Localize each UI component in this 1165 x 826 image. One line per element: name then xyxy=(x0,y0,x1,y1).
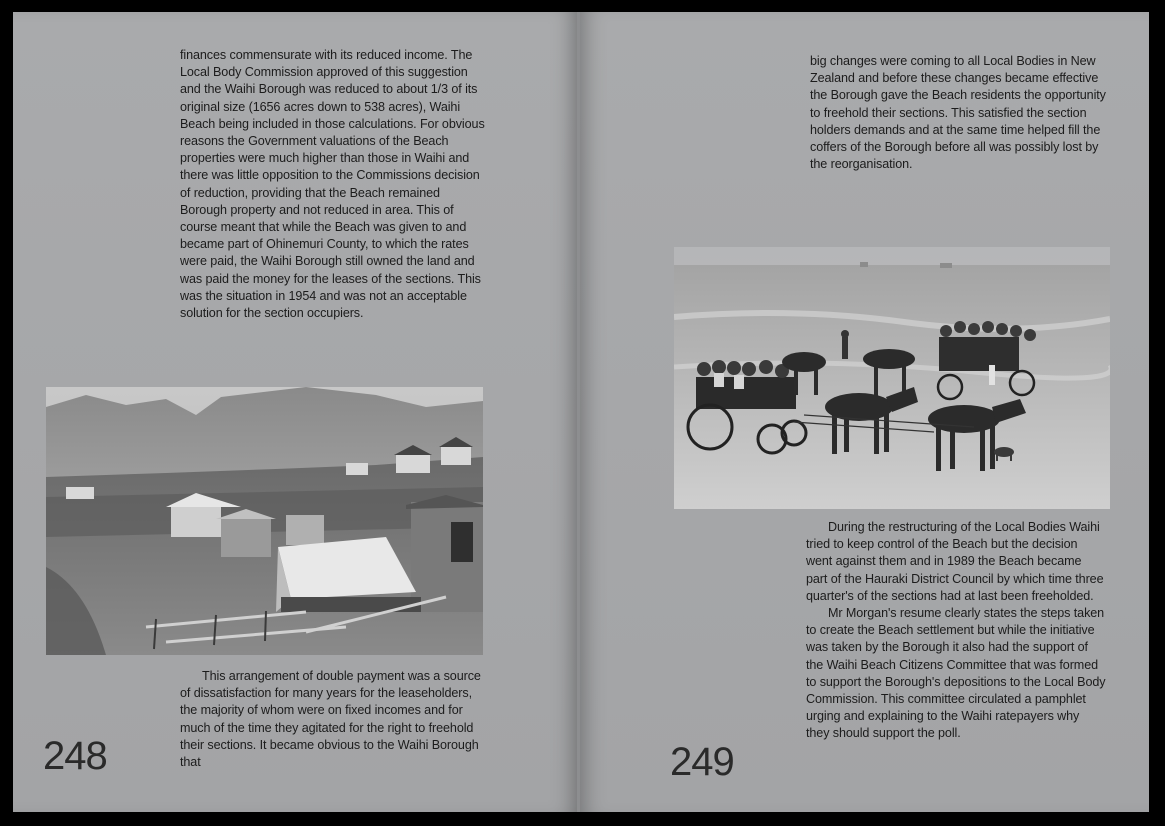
left-page-number: 248 xyxy=(43,734,107,778)
horse-carriages-beach-photo xyxy=(674,247,1110,509)
right-page xyxy=(580,12,1149,812)
left-paragraph-1-text: finances commensurate with its reduced income. The Local Body Commission approved of this suggestion and the Waihi Borough was reduced to about 1/3 of its original size (1656 acres down to 538 acres), Waihi Beach being included in those calculations. For obvious reasons the Government valuations of the Beach properties were much higher than those in Waihi and there was little opposition to the Commissions decision of reduction, providing that the Beach remained Borough property and not reduced in area. This of course meant that while the Beach was given to and became part of Ohinemuri County, to which the rates were paid, the Waihi Borough still owned the land and was paid the money for the leases of the sections. This was the situation in 1954 and was not an acceptable solution for the section occupiers. xyxy=(180,48,485,321)
left-paragraph-2-text: This arrangement of double payment was a source of dissatisfaction for many years for the leaseholders, the majority of whom were on fixed incomes and for much of the time they agitated for the right to freehold their sections. It became obvious to the Waihi Borough that xyxy=(180,669,481,770)
right-paragraph-1-text: big changes were coming to all Local Bodies in New Zealand and before these changes became effective the Borough gave the Beach residents the opportunity to freehold their sections. This satisfied the section holders demands and at the same time helped fill the coffers of the Borough before all was possibly lost by the reorganisation. xyxy=(810,54,1106,172)
left-page xyxy=(13,12,578,812)
right-paragraph-2-text: During the restructuring of the Local Bodies Waihi tried to keep control of the Beach but the decision went against them and in 1989 the Beach became part of the Hauraki District Council by which time three quarter's of the sections had at last been freeholded. xyxy=(806,520,1104,603)
left-paragraph-1 xyxy=(180,47,486,322)
right-paragraph-1 xyxy=(810,53,1110,173)
right-page-number: 249 xyxy=(670,740,734,784)
right-paragraphs-lower xyxy=(806,519,1106,743)
right-paragraph-3-text: Mr Morgan's resume clearly states the steps taken to create the Beach settlement but while the initiative was taken by the Borough it also had the support of the Waihi Beach Citizens Committee that was formed to support the Borough's depositions to the Local Body Commission. This committee circulated a pamphlet urging and explaining to the Waihi ratepayers why they should support the poll. xyxy=(806,606,1106,741)
left-paragraph-2 xyxy=(180,668,486,771)
beach-settlement-photo xyxy=(46,387,483,655)
